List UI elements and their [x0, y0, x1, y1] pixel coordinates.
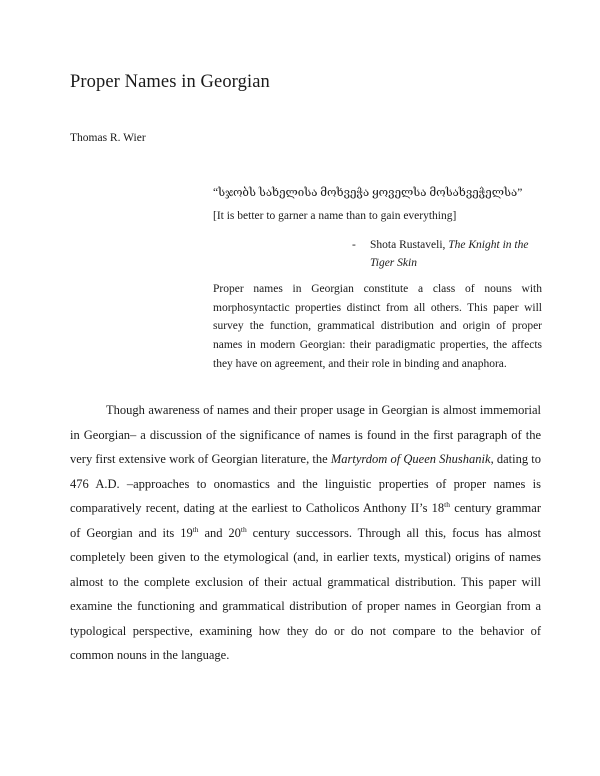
work-title: Martyrdom of Queen Shushanik [330, 452, 491, 466]
epigraph-translation: [It is better to garner a name than to gain everything] [213, 210, 457, 222]
body-text-3: century grammar of Georgian and its 19 [70, 501, 541, 540]
attribution-author: Shota Rustaveli, [370, 239, 446, 251]
abstract: Proper names in Georgian constitute a class of nouns with morphosyntactic properties distinct from all others. This paper will survey the function, grammatical distribution and origin of proper names in modern Georgian: their paradigmatic properties, the affects they have on agreement, and their role in binding and anaphora. [213, 283, 542, 370]
body-text-1: Though awareness of names and their proper usage in Georgian is almost immemorial in Georgian– a discussion of the significance of names is found in the first paragraph of the very first extensive work of Georgian literature, the [70, 403, 541, 466]
body-text-2: , dating to 476 A.D. –approaches to onomastics and the linguistic properties of proper names is comparatively recent, dating at the earliest to Catholicos Anthony II’s 18 [70, 452, 541, 515]
superscript-th: th [192, 524, 199, 534]
superscript-th: th [444, 499, 450, 509]
attribution-dash: - [352, 239, 356, 251]
body-text-4: and 20 [198, 525, 241, 540]
paper-title: Proper Names in Georgian [70, 72, 270, 92]
epigraph-georgian: “სჯობს სახელისა მოხვეჭა ყოველსა მოსახვეჭელსა” [213, 187, 523, 199]
epigraph-attribution [352, 236, 542, 272]
superscript-th: th [240, 524, 247, 534]
body-paragraph [70, 398, 541, 668]
author-name: Thomas R. Wier [70, 132, 146, 144]
attribution-work: The Knight in the Tiger Skin [370, 239, 529, 269]
body-text-5: century successors. Through all this, focus has almost completely been given to the etymological (and, in earlier texts, mystical) origins of names almost to the complete exclusion of their actual grammatical distribution. This paper will examine the functioning and grammatical distribution of proper names in Georgian from a typological perspective, examining how they do or do not compare to the behavior of common nouns in the language. [70, 525, 541, 662]
